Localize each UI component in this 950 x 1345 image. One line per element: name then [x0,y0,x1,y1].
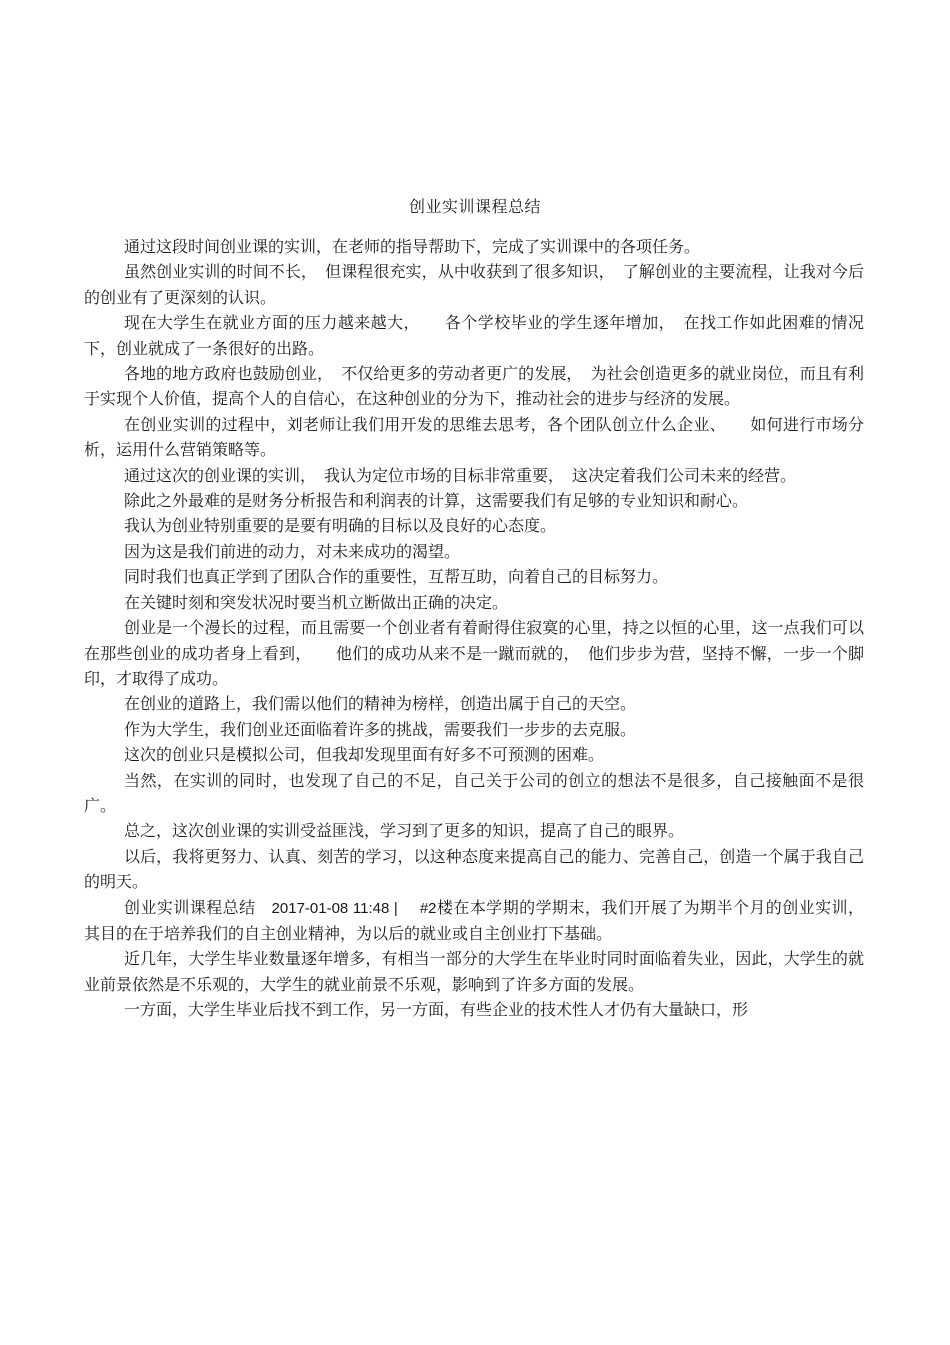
document-body [84,234,864,1023]
paragraph: 创业是一个漫长的过程，而且需要一个创业者有着耐得住寂寞的心里，持之以恒的心里，这一点我们可以在那些创业的成功者身上看到， 他们的成功从来不是一蹴而就的， 他们步步为营，坚持不懈，一步一个脚印，才取得了成功。 [84,618,864,688]
paragraph: 近几年，大学生毕业数量逐年增多，有相当一部分的大学生在毕业时同时面临着失业，因此，大学生的就业前景依然是不乐观的，大学生的就业前景不乐观，影响到了许多方面的发展。 [84,949,864,994]
paragraph: 同时我们也真正学到了团队合作的重要性，互帮互助，向着自己的目标努力。 [124,567,669,587]
paragraph: 各地的地方政府也鼓励创业， 不仅给更多的劳动者更广的发展， 为社会创造更多的就业岗位，而且有利于实现个人价值，提高个人的自信心，在这种创业的分为下，推动社会的进步与经济的发展。 [84,364,864,409]
paragraph: 以后，我将更努力、认真、刻苦的学习，以这种态度来提高自己的能力、完善自己，创造一个属于我自己的明天。 [84,846,864,892]
paragraph: 现在大学生在就业方面的压力越来越大， 各个学校毕业的学生逐年增加， 在找工作如此困难的情况下，创业就成了一条很好的出路。 [84,313,864,358]
paragraph: 因为这是我们前进的动力，对未来成功的渴望。 [124,541,461,561]
repost-datetime: 2017-01-08 11:48 | [271,899,398,917]
repost-paragraph [84,895,864,947]
paragraph: 除此之外最难的是财务分析报告和利润表的计算，这需要我们有足够的专业知识和耐心。 [124,491,749,511]
paragraph: 通过这段时间创业课的实训，在老师的指导帮助下，完成了实训课中的各项任务。 [124,237,701,256]
paragraph: 一方面，大学生毕业后找不到工作，另一方面，有些企业的技术性人才仍有大量缺口，形 [124,1000,749,1020]
document-title: 创业实训课程总结 [408,197,541,216]
paragraph: 在关键时刻和突发状况时要当机立断做出正确的决定。 [124,592,509,612]
paragraph: 虽然创业实训的时间不长， 但课程很充实，从中收获到了很多知识， 了解创业的主要流程，让我对今后的创业有了更深刻的认识。 [84,262,864,307]
paragraph: 我认为创业特别重要的是要有明确的目标以及良好的心态度。 [124,516,557,536]
paragraph: 当然，在实训的同时，也发现了自己的不足，自己关于公司的创立的想法不是很多，自己接触面不是很广。 [84,770,864,815]
paragraph: 这次的创业只是模拟公司，但我却发现里面有好多不可预测的困难。 [124,745,605,765]
paragraph: 通过这次的创业课的实训， 我认为定位市场的目标非常重要， 这决定着我们公司未来的经营。 [124,465,797,485]
paragraph: 在创业的道路上，我们需以他们的精神为榜样，创造出属于自己的天空。 [124,694,637,714]
repost-text: 楼在本学期的学期末，我们开展了为期半个月的创业实训，其目的在于培养我们的自主创业精神，为以后的就业或自主创业打下基础。 [84,897,864,943]
paragraph: 总之，这次创业课的实训受益匪浅，学习到了更多的知识，提高了自己的眼界。 [124,821,685,841]
paragraph: 作为大学生，我们创业还面临着许多的挑战，需要我们一步步的去克服。 [124,719,637,739]
paragraph: 在创业实训的过程中，刘老师让我们用开发的思维去思考，各个团队创立什么企业、 如何进行市场分析，运用什么营销策略等。 [84,414,864,460]
repost-title: 创业实训课程总结 [124,897,256,917]
repost-floor: #2 [419,899,437,917]
